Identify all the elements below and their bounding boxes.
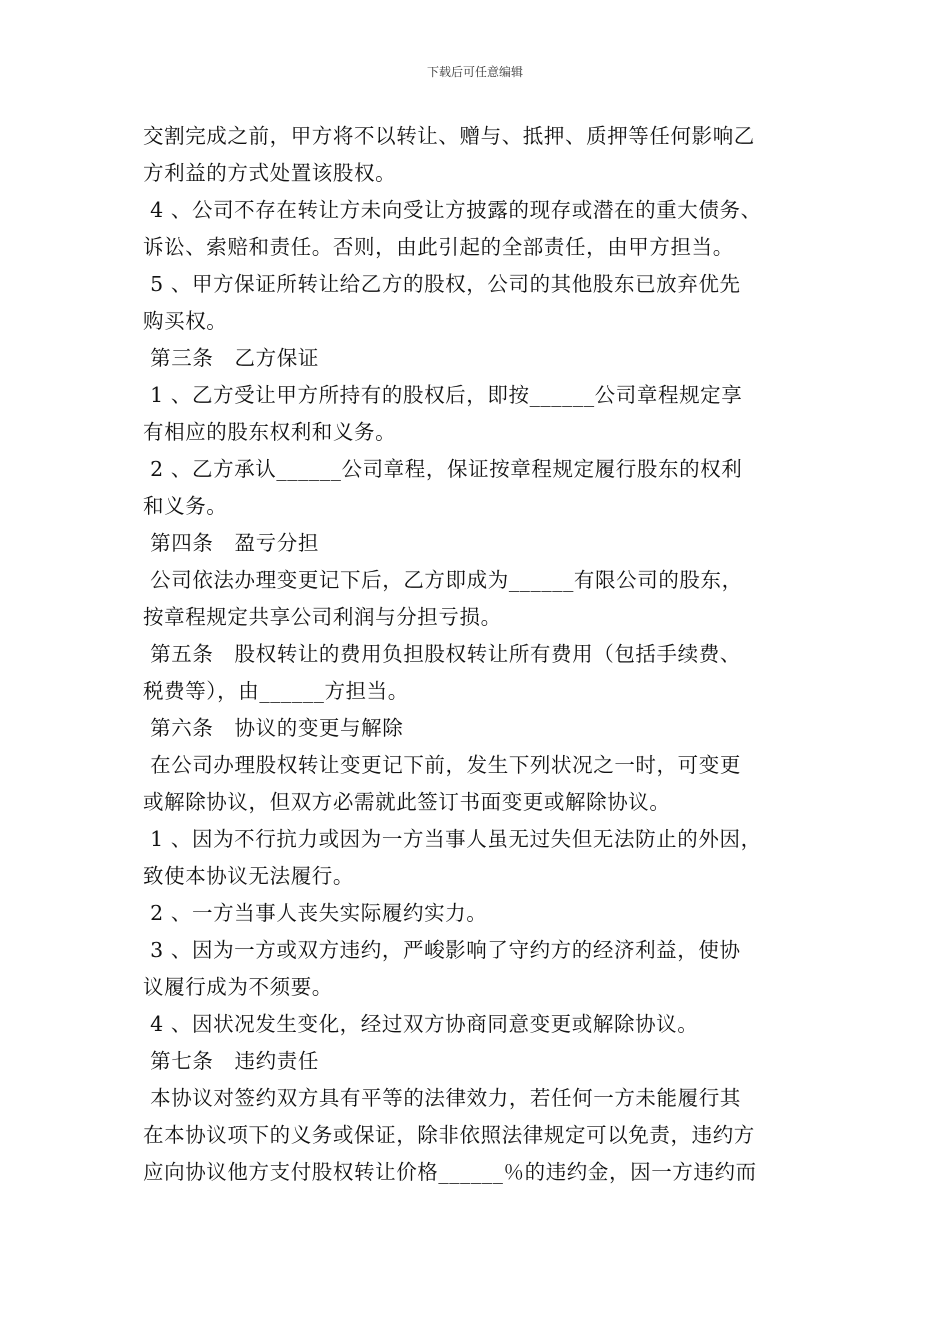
text-line: 3 、因为一方或双方违约，严峻影响了守约方的经济利益，使协	[143, 938, 741, 962]
page-header: 下载后可任意编辑	[426, 65, 523, 79]
section-heading: 第七条 违约责任	[143, 1049, 319, 1073]
text-line: 和义务。	[143, 494, 228, 518]
text-line: 1 、乙方受让甲方所持有的股权后，即按______公司章程规定享	[143, 383, 743, 407]
section-heading: 第三条 乙方保证	[143, 346, 319, 370]
section-heading: 第六条 协议的变更与解除	[143, 716, 404, 740]
text-line: 有相应的股东权利和义务。	[143, 420, 397, 444]
section-heading: 第四条 盈亏分担	[143, 531, 319, 555]
text-line: 1 、因为不行抗力或因为一方当事人虽无过失但无法防止的外因，	[143, 827, 762, 851]
text-line: 交割完成之前，甲方将不以转让、赠与、抵押、质押等任何影响乙	[143, 124, 755, 148]
text-line: 方利益的方式处置该股权。	[143, 161, 397, 185]
text-line: 在本协议项下的义务或保证，除非依照法律规定可以免责，违约方	[143, 1123, 755, 1147]
text-line: 按章程规定共享公司利润与分担亏损。	[143, 605, 502, 629]
text-line: 4 、公司不存在转让方未向受让方披露的现存或潜在的重大债务、	[143, 198, 762, 222]
text-line: 2 、乙方承认______公司章程，保证按章程规定履行股东的权利	[143, 457, 743, 481]
text-line: 议履行成为不须要。	[143, 975, 333, 999]
text-line: 4 、因状况发生变化，经过双方协商同意变更或解除协议。	[143, 1012, 699, 1036]
text-line: 诉讼、索赔和责任。否则，由此引起的全部责任，由甲方担当。	[143, 235, 734, 259]
text-line: 5 、甲方保证所转让给乙方的股权，公司的其他股东已放弃优先	[143, 272, 741, 296]
text-line: 税费等），由______方担当。	[143, 679, 409, 703]
text-line: 购买权。	[143, 309, 228, 333]
text-line: 公司依法办理变更记下后，乙方即成为______有限公司的股东，	[143, 568, 743, 592]
text-line: 或解除协议，但双方必需就此签订书面变更或解除协议。	[143, 790, 671, 814]
text-line: 致使本协议无法履行。	[143, 864, 354, 888]
text-line: 2 、一方当事人丧失实际履约实力。	[143, 901, 488, 925]
section-heading: 第五条 股权转让的费用负担股权转让所有费用（包括手续费、	[143, 642, 741, 666]
document-body	[143, 118, 833, 1191]
text-line: 应向协议他方支付股权转让价格______％的违约金，因一方违约而	[143, 1160, 757, 1184]
text-line: 本协议对签约双方具有平等的法律效力，若任何一方未能履行其	[143, 1086, 741, 1110]
text-line: 在公司办理股权转让变更记下前，发生下列状况之一时，可变更	[143, 753, 741, 777]
